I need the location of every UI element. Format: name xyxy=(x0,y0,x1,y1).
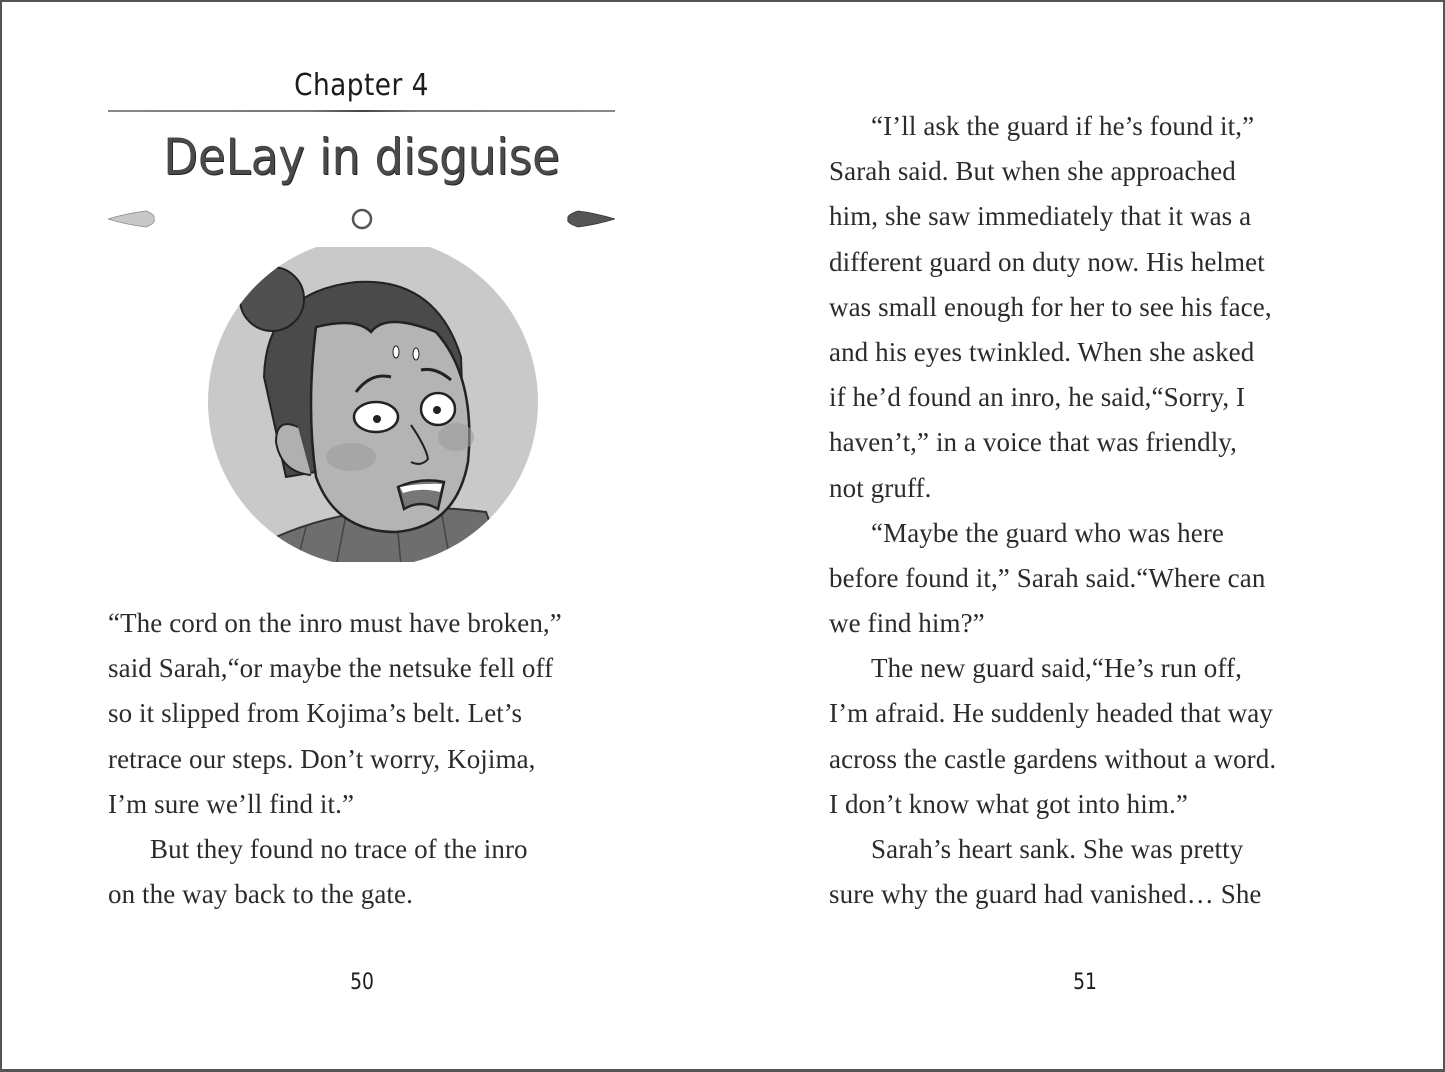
right-page xyxy=(829,0,1334,1071)
text-line: we find him?” xyxy=(829,608,985,639)
text-line: “I’ll ask the guard if he’s found it,” xyxy=(871,111,1255,141)
text-line: was small enough for her to see his face, xyxy=(829,291,1272,322)
text-line: if he’d found an inro, he said,“Sorry, I xyxy=(829,382,1246,413)
text-line: so it slipped from Kojima’s belt. Let’s xyxy=(108,698,523,729)
text-line: him, she saw immediately that it was a xyxy=(829,201,1252,232)
chapter-title: DeLay in disguise xyxy=(163,128,560,186)
text-line: “The cord on the inro must have broken,” xyxy=(108,608,562,638)
left-page xyxy=(108,0,618,1071)
text-line: I don’t know what got into him.” xyxy=(829,788,1188,819)
page-number: 51 xyxy=(1073,970,1097,995)
text-line: not gruff. xyxy=(829,472,932,503)
text-line: and his eyes twinkled. When she asked xyxy=(829,336,1255,367)
text-line: But they found no trace of the inro xyxy=(150,833,528,864)
text-line: sure why the guard had vanished… She xyxy=(829,879,1262,910)
text-line: The new guard said,“He’s run off, xyxy=(871,653,1242,684)
text-line: retrace our steps. Don’t worry, Kojima, xyxy=(108,743,536,774)
chapter-label: Chapter 4 xyxy=(294,68,429,103)
right-page-body xyxy=(829,104,1276,917)
text-line: I’m sure we’ll find it.” xyxy=(108,788,355,819)
text-line: haven’t,” in a voice that was friendly, xyxy=(829,427,1238,458)
text-line: Sarah’s heart sank. She was pretty xyxy=(871,834,1244,864)
text-line: Sarah said. But when she approached xyxy=(829,156,1236,187)
text-line: “Maybe the guard who was here xyxy=(871,517,1225,548)
left-page-body xyxy=(108,601,562,917)
text-line: different guard on duty now. His helmet xyxy=(829,246,1265,277)
text-line: before found it,” Sarah said.“Where can xyxy=(829,562,1266,593)
chapter-divider-rule xyxy=(108,110,615,112)
text-line: on the way back to the gate. xyxy=(108,879,413,910)
character-portrait-icon xyxy=(206,247,541,562)
page-number: 50 xyxy=(350,970,374,995)
text-line: across the castle gardens without a word. xyxy=(829,743,1277,774)
text-line: said Sarah,“or maybe the netsuke fell off xyxy=(108,653,554,684)
ornament-divider-icon xyxy=(108,205,615,233)
text-line: I’m afraid. He suddenly headed that way xyxy=(829,698,1273,729)
